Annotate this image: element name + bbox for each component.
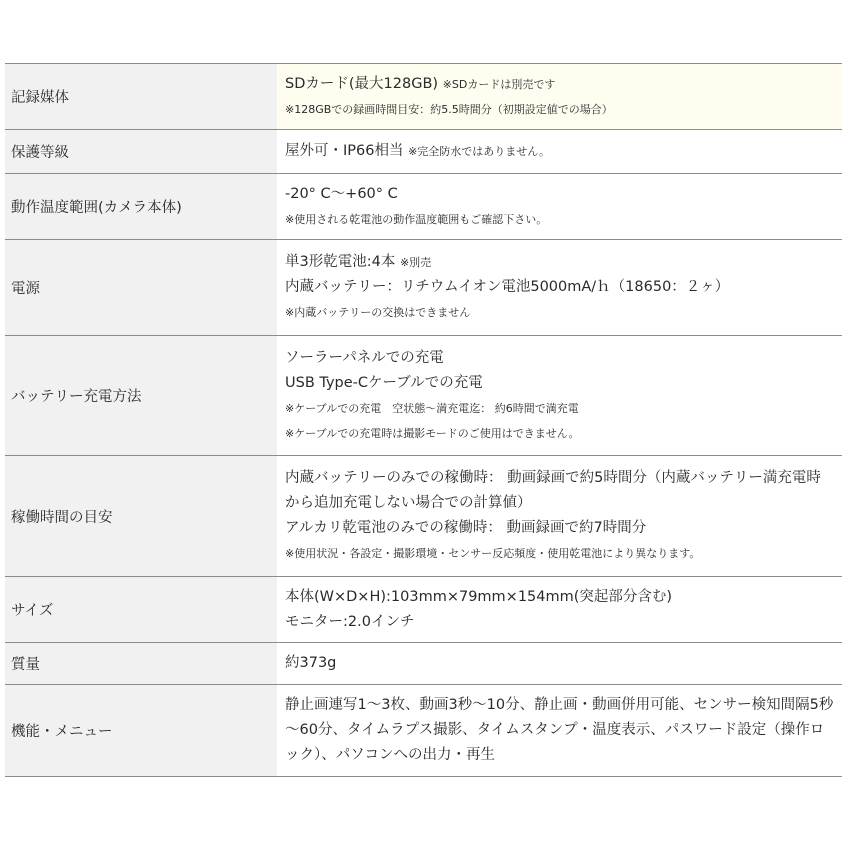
spec-row-power bbox=[5, 240, 842, 336]
value-text: 内蔵バッテリーのみでの稼働時： 動画録画で約5時間分（内蔵バッテリー満充電時から追加充電しない場合での計算値） bbox=[285, 470, 821, 511]
row-label: 動作温度範囲(カメラ本体) bbox=[5, 174, 277, 240]
spec-row-operating-temp bbox=[5, 174, 842, 240]
value-text: ソーラーパネルでの充電 bbox=[285, 349, 444, 366]
value-note-line: ※使用状況・各設定・撮影環境・センサー反応頻度・使用乾電池により異なります。 bbox=[285, 547, 701, 560]
value-text: 内蔵バッテリー：リチウムイオン電池5000mA/ｈ（18650：２ヶ） bbox=[285, 279, 730, 295]
value-note: ※別売 bbox=[399, 256, 432, 269]
value-line bbox=[285, 139, 834, 164]
row-label: 質量 bbox=[5, 643, 277, 685]
value-note: ※完全防水ではありません。 bbox=[408, 145, 550, 158]
row-label: バッテリー充電方法 bbox=[5, 336, 277, 456]
value-note: ※SDカードは別売です bbox=[442, 77, 556, 91]
value-text: 静止画連写1～3枚、動画3秒～10分、静止画・動画併用可能、センサー検知間隔5秒～60分、タイムラプス撮影、タイムスタンプ・温度表示、パスワード設定（操作ロック）、パソコンへの出力・再生 bbox=[285, 697, 834, 763]
value-line bbox=[285, 250, 834, 275]
row-value bbox=[277, 130, 842, 174]
row-label: 機能・メニュー bbox=[5, 685, 277, 777]
value-text: アルカリ乾電池のみでの稼働時： 動画録画で約7時間分 bbox=[285, 520, 647, 536]
spec-row-size bbox=[5, 577, 842, 643]
row-value bbox=[277, 685, 842, 777]
row-label: 保護等級 bbox=[5, 130, 277, 174]
spec-row-protection bbox=[5, 130, 842, 174]
value-text: -20° C～+60° C bbox=[285, 185, 398, 202]
value-note-line: ※128GBでの録画時間目安：約5.5時間分（初期設定値での場合） bbox=[285, 102, 613, 116]
value-line bbox=[285, 72, 834, 97]
row-value bbox=[277, 456, 842, 577]
spec-table bbox=[5, 63, 842, 777]
spec-row-weight bbox=[5, 643, 842, 685]
value-note-line: ※使用される乾電池の動作温度範囲もご確認下さい。 bbox=[285, 212, 548, 226]
row-label: 記録媒体 bbox=[5, 64, 277, 130]
value-text: 約373g bbox=[285, 655, 337, 671]
value-note-line: ※ケーブルでの充電 空状態～満充電迄： 約6時間で満充電 bbox=[285, 401, 579, 415]
row-label: サイズ bbox=[5, 577, 277, 643]
spec-row-runtime bbox=[5, 456, 842, 577]
spec-row-functions bbox=[5, 685, 842, 777]
value-text: 屋外可・IP66相当 bbox=[285, 143, 409, 159]
value-text: 本体(W×D×H):103mm×79mm×154mm(突起部分含む) bbox=[285, 588, 673, 605]
row-label: 稼働時間の目安 bbox=[5, 456, 277, 577]
value-text: 単3形乾電池:4本 bbox=[285, 254, 400, 270]
row-value bbox=[277, 64, 842, 130]
row-value bbox=[277, 240, 842, 336]
value-note-line: ※内蔵バッテリーの交換はできません bbox=[285, 306, 471, 319]
row-value bbox=[277, 577, 842, 643]
value-note-line: ※ケーブルでの充電時は撮影モードのご使用はできません。 bbox=[285, 426, 580, 440]
spec-row-charging bbox=[5, 336, 842, 456]
row-value bbox=[277, 336, 842, 456]
row-value bbox=[277, 174, 842, 240]
value-text: USB Type-Cケーブルでの充電 bbox=[285, 374, 483, 391]
value-text: モニター:2.0インチ bbox=[285, 613, 415, 630]
row-label: 電源 bbox=[5, 240, 277, 336]
value-text: SDカード(最大128GB) bbox=[285, 75, 443, 92]
row-value bbox=[277, 643, 842, 685]
spec-row-recording-media bbox=[5, 64, 842, 130]
